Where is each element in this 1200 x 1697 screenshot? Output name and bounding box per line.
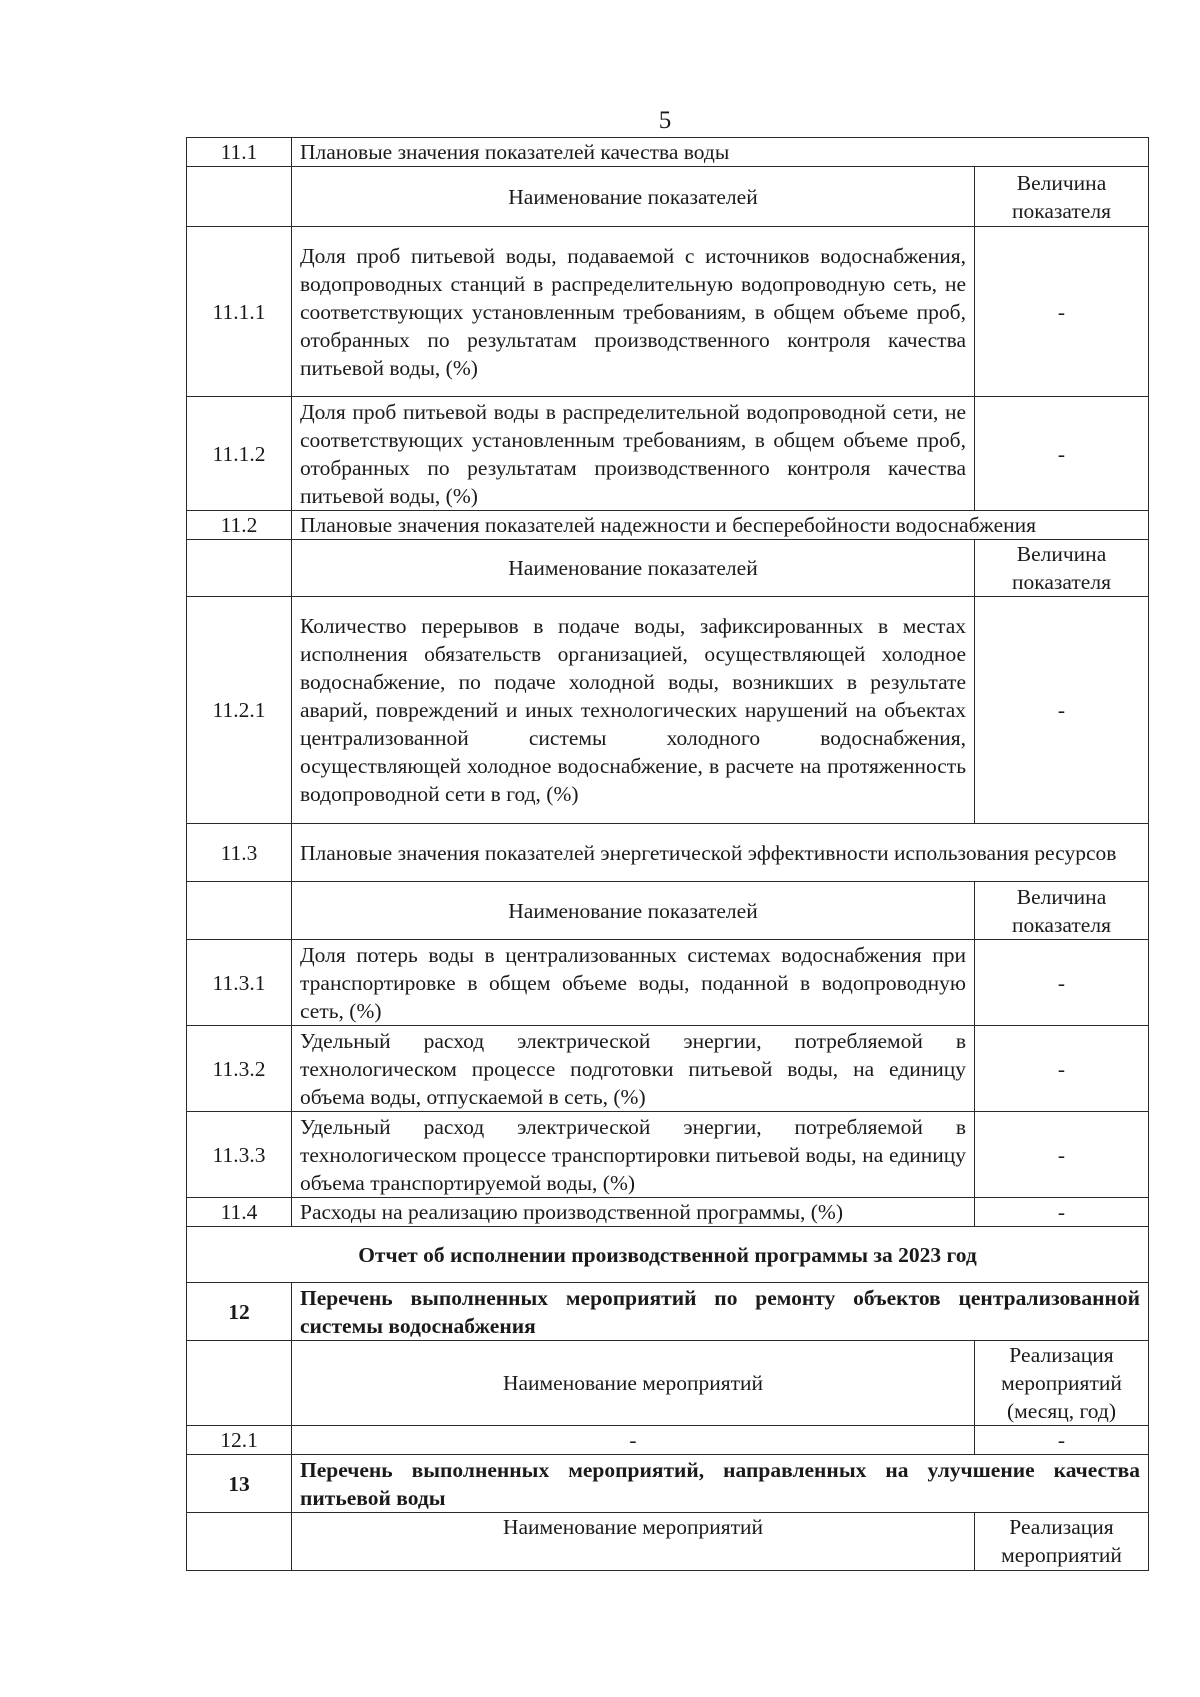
column-header-name: Наименование мероприятий <box>292 1513 975 1571</box>
empty-cell <box>187 1341 292 1426</box>
row-number: 12.1 <box>187 1426 292 1455</box>
column-header-value: Величина показателя <box>975 540 1149 597</box>
column-header-value: Реализация мероприятий <box>975 1513 1149 1571</box>
row-number: 11.4 <box>187 1198 292 1227</box>
column-header-value: Реализация мероприятий (месяц, год) <box>975 1341 1149 1426</box>
row-value: - <box>975 1198 1149 1227</box>
row-number: 11.1.1 <box>187 227 292 397</box>
section-number: 11.1 <box>187 138 292 167</box>
header-row <box>187 882 1149 940</box>
table-row <box>187 1112 1149 1198</box>
row-description: Расходы на реализацию производственной программы, (%) <box>292 1198 975 1227</box>
row-number: 11.3.3 <box>187 1112 292 1198</box>
column-header-value: Величина показателя <box>975 882 1149 940</box>
empty-cell <box>187 882 292 940</box>
row-number: 11.2.1 <box>187 597 292 824</box>
row-value: - <box>975 940 1149 1026</box>
empty-cell <box>187 1513 292 1571</box>
row-value: - <box>975 1026 1149 1112</box>
table-row <box>187 1198 1149 1227</box>
section-row <box>187 824 1149 882</box>
section-row <box>187 511 1149 540</box>
header-row <box>187 1513 1149 1571</box>
report-title: Отчет об исполнении производственной программы за 2023 год <box>187 1227 1149 1283</box>
row-number: 11.3.2 <box>187 1026 292 1112</box>
section-number: 12 <box>187 1283 292 1341</box>
section-number: 13 <box>187 1455 292 1513</box>
empty-cell <box>187 540 292 597</box>
row-number: 11.3.1 <box>187 940 292 1026</box>
table-row <box>187 1426 1149 1455</box>
column-header-name: Наименование мероприятий <box>292 1341 975 1426</box>
table-row <box>187 597 1149 824</box>
section-title: Плановые значения показателей качества воды <box>292 138 1149 167</box>
row-description: Удельный расход электрической энергии, потребляемой в технологическом процессе транспортировки питьевой воды, на единицу объема транспортируемой воды, (%) <box>292 1112 975 1198</box>
row-description: Доля проб питьевой воды в распределительной водопроводной сети, не соответствующих установленным требованиям, в общем объеме проб, отобранных по результатам производственного контроля качества питьевой воды, (%) <box>292 397 975 511</box>
section-number: 11.2 <box>187 511 292 540</box>
column-header-name: Наименование показателей <box>292 882 975 940</box>
row-value: - <box>975 597 1149 824</box>
table-row <box>187 1026 1149 1112</box>
empty-cell <box>187 167 292 227</box>
row-description: Доля проб питьевой воды, подаваемой с источников водоснабжения, водопроводных станций в распределительную водопроводную сеть, не соответствующих установленным требованиям, в общем объеме проб, отобранных по результатам производственного контроля качества питьевой воды, (%) <box>292 227 975 397</box>
row-value: - <box>975 227 1149 397</box>
row-value: - <box>975 397 1149 511</box>
section-row <box>187 1283 1149 1341</box>
section-title: Перечень выполненных мероприятий, направленных на улучшение качества питьевой воды <box>292 1455 1149 1513</box>
section-row <box>187 138 1149 167</box>
table-row <box>187 227 1149 397</box>
section-title: Плановые значения показателей надежности и бесперебойности водоснабжения <box>292 511 1149 540</box>
row-description: Доля потерь воды в централизованных системах водоснабжения при транспортировке в общем объеме воды, поданной в водопроводную сеть, (%) <box>292 940 975 1026</box>
table-row <box>187 397 1149 511</box>
section-title: Плановые значения показателей энергетической эффективности использования ресурсов <box>292 824 1149 882</box>
row-value: - <box>975 1112 1149 1198</box>
row-description: Количество перерывов в подаче воды, зафиксированных в местах исполнения обязательств организацией, осуществляющей холодное водоснабжение, по подаче холодной воды, возникших в результате аварий, повреждений и иных технологических нарушений на объектах централизованной системы холодного водоснабжения, осуществляющей холодное водоснабжение, в расчете на протяженность водопроводной сети в год, (%) <box>292 597 975 824</box>
header-row <box>187 540 1149 597</box>
column-header-value: Величина показателя <box>975 167 1149 227</box>
row-description: - <box>292 1426 975 1455</box>
section-number: 11.3 <box>187 824 292 882</box>
column-header-name: Наименование показателей <box>292 167 975 227</box>
section-row <box>187 1455 1149 1513</box>
table-row <box>187 940 1149 1026</box>
row-number: 11.1.2 <box>187 397 292 511</box>
section-title: Перечень выполненных мероприятий по ремонту объектов централизованной системы водоснабжения <box>292 1283 1149 1341</box>
row-value: - <box>975 1426 1149 1455</box>
header-row <box>187 167 1149 227</box>
report-title-row <box>187 1227 1149 1283</box>
page-number: 5 <box>658 107 672 134</box>
column-header-name: Наименование показателей <box>292 540 975 597</box>
header-row <box>187 1341 1149 1426</box>
row-description: Удельный расход электрической энергии, потребляемой в технологическом процессе подготовки питьевой воды, на единицу объема воды, отпускаемой в сеть, (%) <box>292 1026 975 1112</box>
program-table <box>186 137 1149 1571</box>
